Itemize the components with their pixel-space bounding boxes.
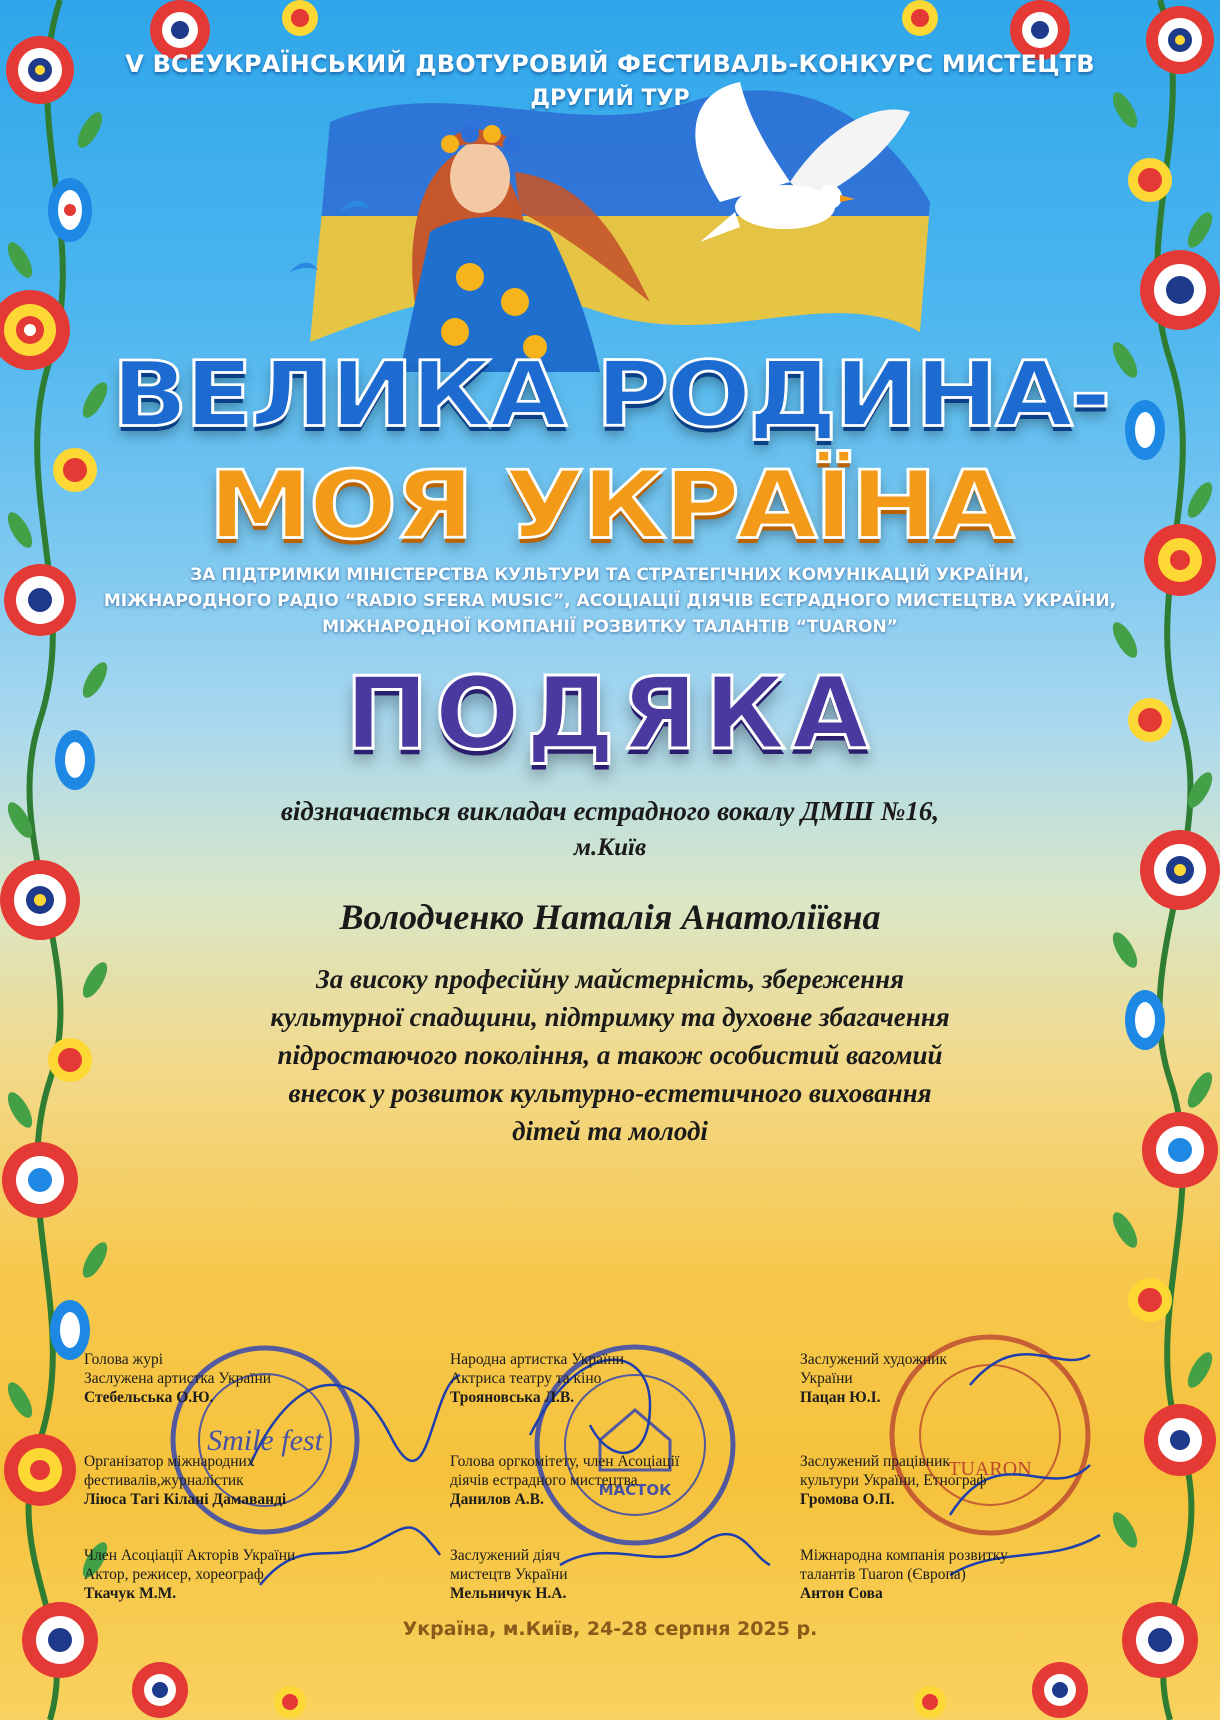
signer: Голова оргкомітету, член Асоціації діячів естрадного мистецтва Данилов А.В. [450,1453,680,1508]
signer: Організатор міжнародних фестивалів,журналістик Ліюса Тагі Кілані Дамаванді [84,1453,287,1508]
flag-shape [310,90,930,342]
signer: Заслужений художник України Пацан Ю.І. [800,1351,947,1406]
merit-line: дітей та молоді [512,1116,708,1146]
festival-header-line2: ДРУГИЙ ТУР [530,86,690,111]
support-line1: ЗА ПІДТРИМКИ МІНІСТЕРСТВА КУЛЬТУРИ ТА СТРАТЕГІЧНИХ КОМУНІКАЦІЙ УКРАЇНИ, [190,565,1030,585]
merit-text [0,960,1220,1150]
merit-line: культурної спадщини, підтримку та духовне збагачення [270,1002,950,1032]
recipient-name: Володченко Наталія Анатоліївна [339,897,881,937]
signer: Міжнародна компанія розвитку талантів Tuaron (Європа) Антон Сова [800,1547,1008,1602]
tuaron-stamp-text: TUARON [948,1458,1032,1480]
smile-fest-stamp-text: Smile fest [207,1424,323,1457]
signer: Заслужений діяч мистецтв України Мельничук Н.А. [450,1547,568,1602]
signers-block [84,1350,1084,1602]
merit-line: За високу професійну майстерність, збереження [316,964,904,994]
recipient-intro-line2: м.Київ [573,834,647,861]
festival-title-line1: ВЕЛИКА РОДИНА- [111,341,1109,448]
support-line3: МІЖНАРОДНОЇ КОМПАНІЇ РОЗВИТКУ ТАЛАНТІВ “TUARON” [322,617,898,637]
signer: Народна артистка України Актриса театру та кіно Трояновська Л.В. [450,1351,624,1406]
merit-line: внесок у розвиток культурно-естетичного виховання [288,1078,932,1108]
festival-header-line1: V ВСЕУКРАЇНСЬКИЙ ДВОТУРОВИЙ ФЕСТИВАЛЬ-КОНКУРС МИСТЕЦТВ [125,50,1095,78]
mastok-stamp-text: МАСТОК [598,1481,672,1499]
footer-location-date: Україна, м.Київ, 24-28 серпня 2025 р. [402,1618,818,1640]
woman-with-flag-illustration [270,82,960,372]
signer: Голова журі Заслужена артистка України Стебельська О.Ю. [84,1351,272,1406]
signer: Заслужений працівник культури України, Етнограф Громова О.П. [800,1453,987,1508]
signer: Член Асоціації Акторів України Актор, режисер, хореограф Ткачук М.М. [84,1547,296,1602]
support-line2: МІЖНАРОДНОГО РАДІО “RADIO SFERA MUSIC”, АСОЦІАЦІЇ ДІЯЧІВ ЕСТРАДНОГО МИСТЕЦТВА УКРАЇНИ, [103,591,1117,611]
award-title: ПОДЯКА [345,655,875,772]
festival-title-line2: МОЯ УКРАЇНА [208,450,1012,560]
merit-line: підростаючого покоління, а також особистий вагомий [277,1040,943,1070]
recipient-intro-line1: відзначається викладач естрадного вокалу ДМШ №16, [280,796,940,826]
